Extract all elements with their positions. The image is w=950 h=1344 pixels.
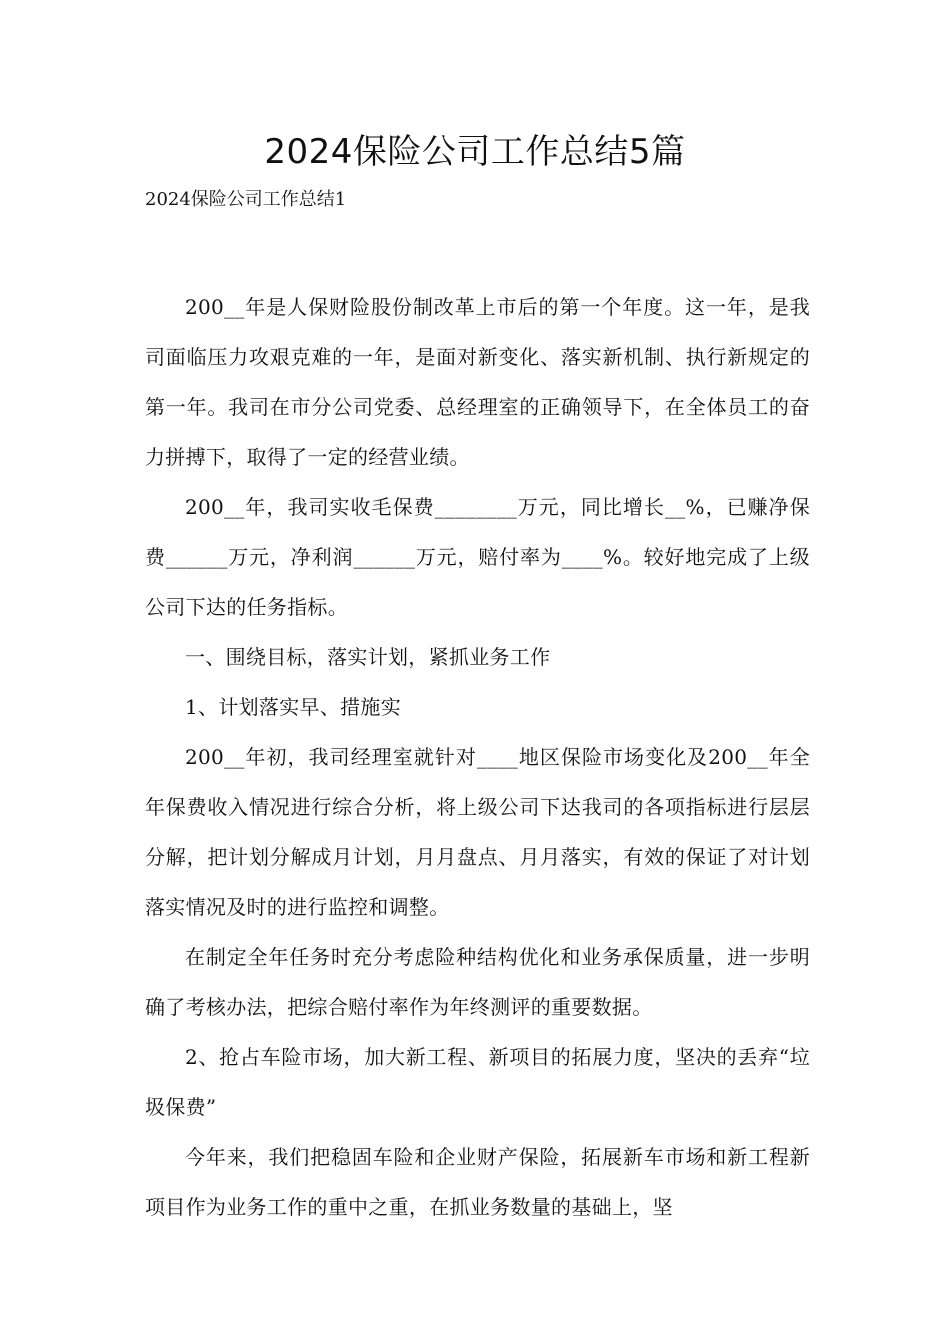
- paragraph-tasks: 在制定全年任务时充分考虑险种结构优化和业务承保质量，进一步明确了考核办法，把综合赔付率作为年终测评的重要数据。: [145, 945, 810, 1019]
- paragraph-intro: 200__年是人保财险股份制改革上市后的第一个年度。这一年，是我司面临压力攻艰克难的一年，是面对新变化、落实新机制、执行新规定的第一年。我司在市分公司党委、总经理室的正确领导下，在全体员工的奋力拼搏下，取得了一定的经营业绩。: [145, 295, 810, 469]
- subheading-1: 1、计划落实早、措施实: [185, 695, 402, 719]
- document-title: 2024保险公司工作总结5篇: [264, 132, 686, 172]
- paragraph-figures: 200__年，我司实收毛保费________万元，同比增长__%，已赚净保费______万元，净利润______万元，赔付率为____%。较好地完成了上级公司下达的任务指标。: [145, 495, 810, 619]
- document-body: [145, 282, 810, 1232]
- section-heading-1: 一、围绕目标，落实计划，紧抓业务工作: [185, 645, 551, 669]
- paragraph-market: 今年来，我们把稳固车险和企业财产保险，拓展新车市场和新工程新项目作为业务工作的重中之重，在抓业务数量的基础上，坚: [145, 1145, 810, 1219]
- paragraph-plan: 200__年初，我司经理室就针对____地区保险市场变化及200__年全年保费收入情况进行综合分析，将上级公司下达我司的各项指标进行层层分解，把计划分解成月计划，月月盘点、月月落实，有效的保证了对计划落实情况及时的进行监控和调整。: [145, 745, 810, 919]
- section-subtitle: 2024保险公司工作总结1: [145, 189, 347, 210]
- subheading-2: 2、抢占车险市场，加大新工程、新项目的拓展力度，坚决的丢弃“垃圾保费”: [145, 1045, 810, 1119]
